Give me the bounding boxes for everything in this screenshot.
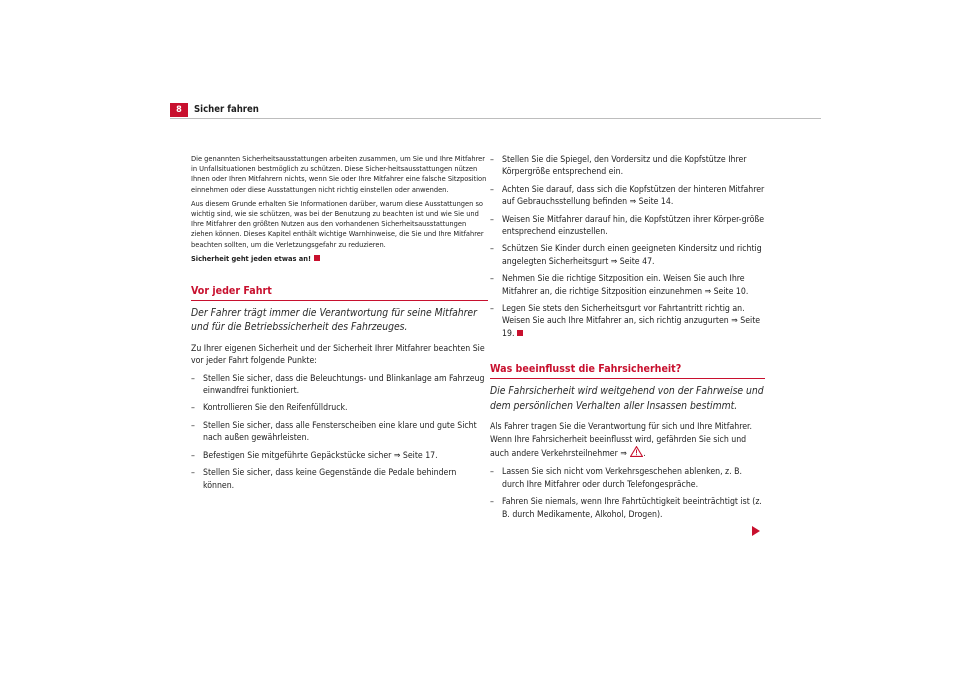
section-body: Zu Ihrer eigenen Sicherheit und der Sicherheit Ihrer Mitfahrer beachten Sie vor jeder Fahrt folgende Punkte:	[191, 343, 485, 367]
page-header	[170, 103, 821, 117]
list-item: – Befestigen Sie mitgeführte Gepäckstücke sicher ⇒ Seite 17.	[191, 450, 488, 462]
list-item: – Weisen Sie Mitfahrer darauf hin, die Kopfstützen ihrer Körper-größe entsprechend einzustellen.	[490, 214, 765, 239]
list-item: – Schützen Sie Kinder durch einen geeigneten Kindersitz und richtig angelegten Sicherheitsgurt ⇒ Seite 47.	[490, 243, 765, 268]
header-rule	[170, 118, 821, 119]
section-title: Was beeinflusst die Fahrsicherheit?	[490, 362, 765, 379]
list-item: – Kontrollieren Sie den Reifenfülldruck.	[191, 402, 488, 414]
checklist	[490, 466, 765, 521]
section-fahrsicherheit	[490, 362, 765, 521]
section-lead: Der Fahrer trägt immer die Verantwortung für seine Mitfahrer und für die Betriebssicherheit des Fahrzeuges.	[191, 307, 477, 334]
list-item: – Stellen Sie sicher, dass keine Gegenstände die Pedale behindern können.	[191, 467, 488, 492]
next-page-arrow-icon[interactable]	[752, 526, 760, 536]
section-lead: Die Fahrsicherheit wird weitgehend von der Fahrweise und dem persönlichen Verhalten aller Insassen bestimmt.	[490, 385, 764, 412]
list-item-last	[490, 303, 765, 340]
checklist-continued	[490, 154, 765, 340]
checklist	[191, 373, 488, 492]
section-body-text: Als Fahrer tragen Sie die Verantwortung für sich und Ihre Mitfahrer. Wenn Ihre Fahrsicherheit beeinflusst wird, gefährden Sie sich und auch andere Verkehrsteilnehmer ⇒	[490, 422, 752, 459]
list-item: – Stellen Sie sicher, dass die Beleuchtungs- und Blinkanlage am Fahrzeug einwandfrei funktioniert.	[191, 373, 488, 398]
intro-paragraph-1: Die genannten Sicherheitsausstattungen arbeiten zusammen, um Sie und Ihre Mitfahrer in Unfallsituationen bestmöglich zu schützen. Diese Sicher-heitsausstattungen nützen Ihnen oder Ihren Mitfahrern nichts, wenn Sie oder Ihre Mitfahrer eine falsche Sitzposition einnehmen oder diese Ausstattungen nicht richtig einstellen oder anwenden.	[191, 154, 487, 194]
intro-bold-text: Sicherheit geht jeden etwas an!	[191, 253, 311, 263]
section-body-end: .	[643, 448, 646, 459]
list-item: – Stellen Sie sicher, dass alle Fensterscheiben eine klare und gute Sicht nach außen gewährleisten.	[191, 420, 488, 445]
end-of-section-icon	[314, 255, 320, 261]
list-item: – Fahren Sie niemals, wenn Ihre Fahrtüchtigkeit beeinträchtigt ist (z. B. durch Medikamente, Alkohol, Drogen).	[490, 496, 765, 521]
section-title: Vor jeder Fahrt	[191, 284, 488, 301]
warning-triangle-icon	[630, 446, 646, 461]
page-number: 8	[170, 103, 188, 117]
list-item-text: Legen Sie stets den Sicherheitsgurt vor Fahrtantritt richtig an. Weisen Sie auch Ihre Mitfahrer an, sich richtig anzugurten ⇒ Seite 19.	[502, 304, 761, 339]
chapter-title: Sicher fahren	[194, 104, 259, 115]
left-column	[191, 154, 488, 492]
section-body	[490, 421, 765, 461]
end-of-section-icon	[517, 330, 523, 336]
right-column	[490, 154, 765, 521]
list-item: – Achten Sie darauf, dass sich die Kopfstützen der hinteren Mitfahrer auf Gebrauchsstellung befinden ⇒ Seite 14.	[490, 184, 765, 209]
intro-bold-line	[191, 254, 488, 264]
section-vor-jeder-fahrt	[191, 284, 488, 492]
list-item: – Nehmen Sie die richtige Sitzposition ein. Weisen Sie auch Ihre Mitfahrer an, die richtige Sitzposition einzunehmen ⇒ Seite 10.	[490, 273, 765, 298]
list-item: – Lassen Sie sich nicht vom Verkehrsgeschehen ablenken, z. B. durch Ihre Mitfahrer oder durch Telefongespräche.	[490, 466, 765, 491]
intro-paragraph-2: Aus diesem Grunde erhalten Sie Informationen darüber, warum diese Ausstattungen so wichtig sind, wie sie schützen, was bei der Benutzung zu beachten ist und wie Sie und Ihre Mitfahrer den größten Nutzen aus den vorhandenen Sicherheitsausstattungen ziehen können. Dieses Kapitel enthält wichtige Warnhinweise, die Sie und Ihre Mitfahrer beachten sollten, um die Verletzungsgefahr zu reduzieren.	[191, 198, 484, 249]
list-item: – Stellen Sie die Spiegel, den Vordersitz und die Kopfstütze Ihrer Körpergröße entsprechend ein.	[490, 154, 765, 179]
